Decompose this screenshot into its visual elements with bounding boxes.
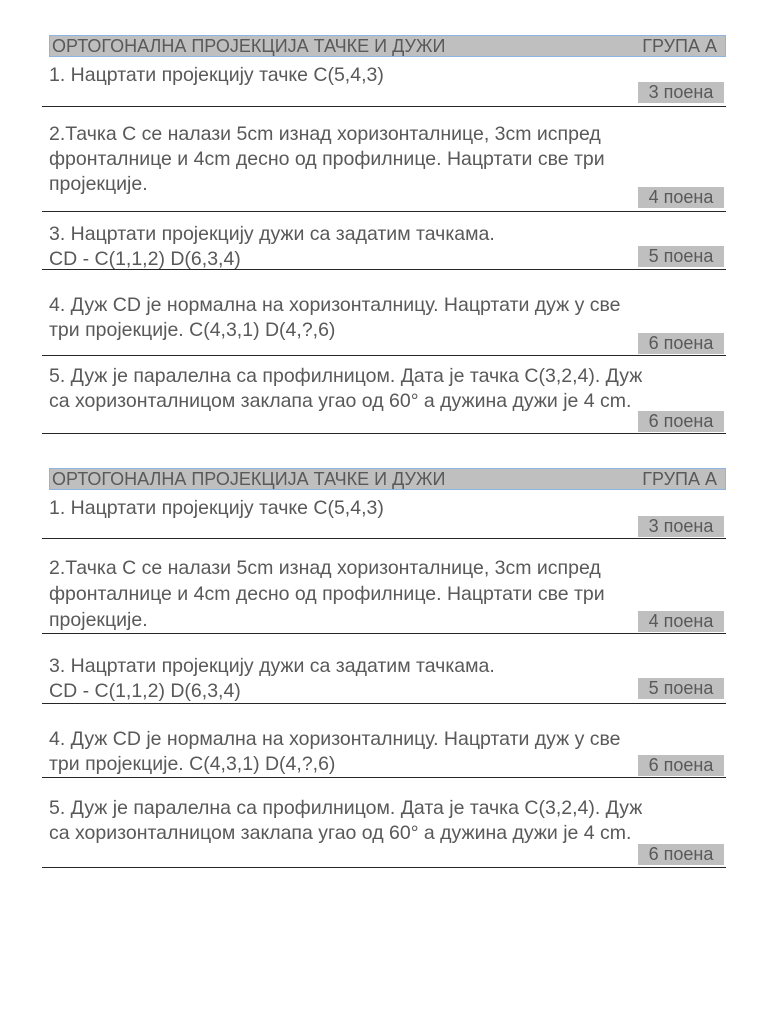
task-line: CD - C(1,1,2) D(6,3,4) bbox=[49, 248, 241, 270]
task-line: 3. Нацртати пројекцију дужи са задатим тачкама. bbox=[49, 223, 495, 245]
task-3 bbox=[42, 222, 726, 270]
task-2 bbox=[42, 555, 726, 634]
task-5 bbox=[42, 364, 726, 434]
task-line: 1. Нацртати пројекцију тачке С(5,4,3) bbox=[49, 64, 384, 86]
task-line: пројекције. bbox=[49, 609, 148, 631]
task-text bbox=[49, 496, 726, 521]
task-text bbox=[49, 654, 726, 704]
points-badge: 4 поена bbox=[638, 611, 724, 632]
sheet-header bbox=[49, 35, 726, 57]
task-line: са хоризонталницом заклапа угао од 60° а дужина дужи је 4 cm. bbox=[49, 822, 632, 844]
task-line: 5. Дуж је паралелна са профилницом. Дата је тачка С(3,2,4). Дуж bbox=[49, 797, 643, 819]
task-line: три пројекције. C(4,3,1) D(4,?,6) bbox=[49, 753, 336, 775]
points-badge: 5 поена bbox=[638, 678, 724, 699]
task-line: три пројекције. C(4,3,1) D(4,?,6) bbox=[49, 319, 336, 341]
task-text bbox=[49, 796, 726, 846]
task-line: 1. Нацртати пројекцију тачке С(5,4,3) bbox=[49, 497, 384, 519]
task-text bbox=[49, 122, 726, 197]
points-badge: 6 поена bbox=[638, 755, 724, 776]
task-line: 5. Дуж је паралелна са профилницом. Дата је тачка С(3,2,4). Дуж bbox=[49, 365, 643, 387]
sheet-title: ОРТОГОНАЛНА ПРОЈЕКЦИЈА ТАЧКЕ И ДУЖИ bbox=[52, 469, 446, 489]
group-label: ГРУПА А bbox=[642, 469, 717, 489]
task-line: CD - C(1,1,2) D(6,3,4) bbox=[49, 680, 241, 702]
task-1 bbox=[42, 63, 726, 107]
task-text bbox=[49, 222, 726, 272]
task-5 bbox=[42, 796, 726, 868]
task-line: фронталнице и 4cm десно од профилнице. Нацртати све три bbox=[49, 583, 605, 605]
task-line: 3. Нацртати пројекцију дужи са задатим тачкама. bbox=[49, 655, 495, 677]
sheet-header bbox=[49, 468, 726, 490]
task-text bbox=[49, 727, 726, 777]
task-line: 4. Дуж CD је нормална на хоризонталницу. Нацртати дуж у све bbox=[49, 728, 621, 750]
points-badge: 6 поена bbox=[638, 333, 724, 354]
points-badge: 3 поена bbox=[638, 516, 724, 537]
task-line: 2.Тачка С се налази 5cm изнад хоризонталнице, 3cm испред bbox=[49, 123, 601, 145]
task-3 bbox=[42, 654, 726, 704]
points-badge: 5 поена bbox=[638, 246, 724, 267]
sheet-title: ОРТОГОНАЛНА ПРОЈЕКЦИЈА ТАЧКЕ И ДУЖИ bbox=[52, 36, 446, 56]
task-text bbox=[49, 555, 726, 633]
task-line: фронталнице и 4cm десно од профилнице. Нацртати све три bbox=[49, 148, 605, 170]
task-line: пројекције. bbox=[49, 173, 148, 195]
task-4 bbox=[42, 727, 726, 778]
points-badge: 3 поена bbox=[638, 82, 724, 103]
task-text bbox=[49, 63, 726, 88]
points-badge: 6 поена bbox=[638, 411, 724, 432]
task-line: 4. Дуж CD је нормална на хоризонталницу. Нацртати дуж у све bbox=[49, 294, 621, 316]
task-text bbox=[49, 364, 726, 414]
task-4 bbox=[42, 293, 726, 356]
task-text bbox=[49, 293, 726, 343]
task-2 bbox=[42, 122, 726, 212]
points-badge: 6 поена bbox=[638, 844, 724, 865]
task-1 bbox=[42, 496, 726, 539]
group-label: ГРУПА А bbox=[642, 36, 717, 56]
points-badge: 4 поена bbox=[638, 187, 724, 208]
task-line: са хоризонталницом заклапа угао од 60° а дужина дужи је 4 cm. bbox=[49, 390, 632, 412]
task-line: 2.Тачка С се налази 5cm изнад хоризонталнице, 3cm испред bbox=[49, 557, 601, 579]
